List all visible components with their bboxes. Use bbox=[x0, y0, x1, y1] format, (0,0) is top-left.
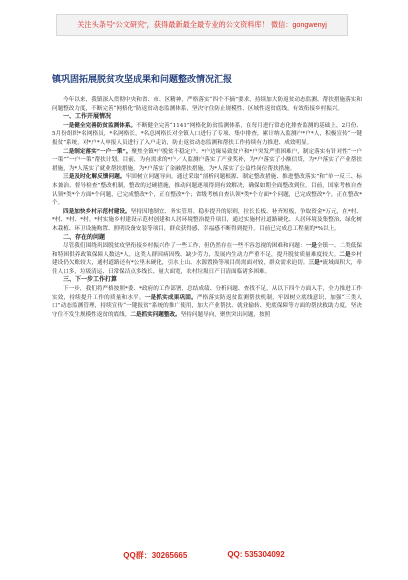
bold-lead: 二是抓实问题整改。 bbox=[130, 311, 181, 318]
paragraph-text: 坚持因地制宜、务实管用、稳步提升的原则，拉长长板、补齐短板，争取资金*万元，在*村、*村、*村、*村。*村实施乡村建设示范村创建和人居环境整治提升项目，通过实施村社道路硬化、人居环境及集整治、绿化树木栽植、环卫设施购置、照明设备安装等项目，群众获得感、幸福感不断得到提升。目前已完成总工程量的*%以上。 bbox=[52, 208, 362, 232]
bold-lead: 一是抓实成果巩固。 bbox=[144, 294, 197, 301]
paragraph bbox=[52, 285, 362, 319]
paragraph-text: 尽管我们围绕巩固脱贫攻坚衔接乡村振兴作了一些工作，但仍然存在一些不容忽视的困难和问题： bbox=[63, 243, 306, 250]
paragraph-text: 聚焦全镇*户脱贫不稳定户、*户边缘易致贫户和*户突发严重困难户，制定落实有针对性“一户一策”“一户一策”帮扶计划。目前，为有需求的*户／人监测户落实了产业奖补，为*户落实了小额信贷，为*户落实了产业帮扶措施，为*人落实了就业帮扶措施，为*户落实了金融帮扶措施，为*人落实了公益性岗位帮扶措施。 bbox=[52, 148, 362, 172]
paragraph-text: 严格落实防返贫监测帮扶机制，牢固树立底线意识，加强“三类人口”动态监测管理，持续宣传“一键报贫”系统的推广使用，加大产业帮扶、就业输转、兜底保障等方面的帮扶救助力度，坚决守住不发生规模性返贫的底线。 bbox=[52, 294, 362, 318]
banner-text: 关注头条号“公文研究”，获得最新最全最专业的公文资料库！ 微信：gongwenyj bbox=[77, 20, 327, 29]
bold-lead: 二是制定落实“一户一策”。 bbox=[63, 148, 132, 155]
bold-lead: 三是及时化解反馈问题。 bbox=[63, 174, 126, 181]
paragraph-text: 下一步，我们将严格按照*委、*政府的工作部署，总结成绩、分析问题、查找不足，从以下四个方面入手，全力推进工作实效，持续提升工作的质量和水平。 bbox=[52, 286, 362, 301]
section-heading-1: 一、工作开展情况 bbox=[63, 113, 112, 121]
qq-contact: QQ: 535304092 bbox=[227, 550, 285, 559]
paragraph-text: 牢固树立问题导向，通过采取“剖析问题根源、制定整改措施、推进整改落实”和“单一反三、标本兼治、督导检查”整改机制，整改的过硬措施，推动问题逐项得到有效解决，确保如期全面整改到位。目前，国家考核自查认领*类*个方面*个问题，已完成整改*个，正在整改*个；省级考核自查认领*类*个方面*个问题，已完成整改*个，正在整改*个。 bbox=[52, 174, 362, 207]
paragraph bbox=[52, 122, 362, 148]
paragraph bbox=[52, 148, 362, 174]
bold-lead: 一是 bbox=[305, 243, 317, 250]
footer-contacts bbox=[0, 550, 408, 561]
intro-paragraph: 今年以来，我镇深入贯彻中央和省、市、区精神，严格落实“四个不摘”要求，持续加大防返贫动态监测、帮扶措施落实和问题整改力度，不断完善“网格化”防返贫动态监测体系，坚决守住防止规模性、区域性返贫底线，有效衔接乡村振兴。 bbox=[52, 97, 362, 112]
paragraph bbox=[52, 173, 362, 207]
paragraph-text: 不断健全完善“1141”网格化防贫监测体系，在每月进行常态化排查监测的基础上，2月份、5月份组织*名网格员，*名网格长，*名总网格长对全镇人口进行了专项、集中排查，累计纳入监测户*户*人，积极宣传“一键报贫”系统，对*户*人申报人员进行了入户走访，防止返贫动态监测和帮扶工作持续有力推进、成效明显。 bbox=[52, 122, 362, 146]
bold-lead: 一是健全完善防贫监测体系。 bbox=[63, 122, 137, 129]
section-heading-2: 二、存在的问题 bbox=[63, 233, 106, 241]
bold-lead: 三是 bbox=[308, 260, 320, 267]
paragraph-text: 坚持问题导向，聚焦突出问题，按照 bbox=[180, 311, 271, 318]
paragraph bbox=[52, 242, 362, 276]
paragraph-text: 乡村建设仍欠账较大，通村道路还有*公里未硬化，引水上山、水源置换等项目尚需面对较，群众需求迫切。 bbox=[52, 251, 362, 267]
section-heading-3: 三、下一步工作打算 bbox=[63, 276, 118, 284]
paragraph-text: 全镇一、二类低保和特困供养政策保障人数达*人，这类人群因病因残、缺少劳力，发展内生动力严重不足，提升脱贫质量难度较大。 bbox=[52, 243, 362, 258]
document-title: 镇巩固拓展脱贫攻坚成果和问题整改情况汇报 bbox=[52, 74, 233, 84]
document-body bbox=[52, 96, 362, 319]
bold-lead: 四是加快乡村示范村建设。 bbox=[63, 208, 131, 215]
bold-lead: 二是 bbox=[339, 251, 351, 258]
paragraph bbox=[52, 208, 362, 234]
header-banner bbox=[56, 14, 348, 36]
paragraph-text: *流域面积大，牵住人口多，垃圾清运、日常保洁点多线长、量大面宽，农村垃圾日产日清面临诸多困难。 bbox=[52, 260, 362, 275]
qq-group: QQ群：30265665 bbox=[123, 551, 188, 560]
